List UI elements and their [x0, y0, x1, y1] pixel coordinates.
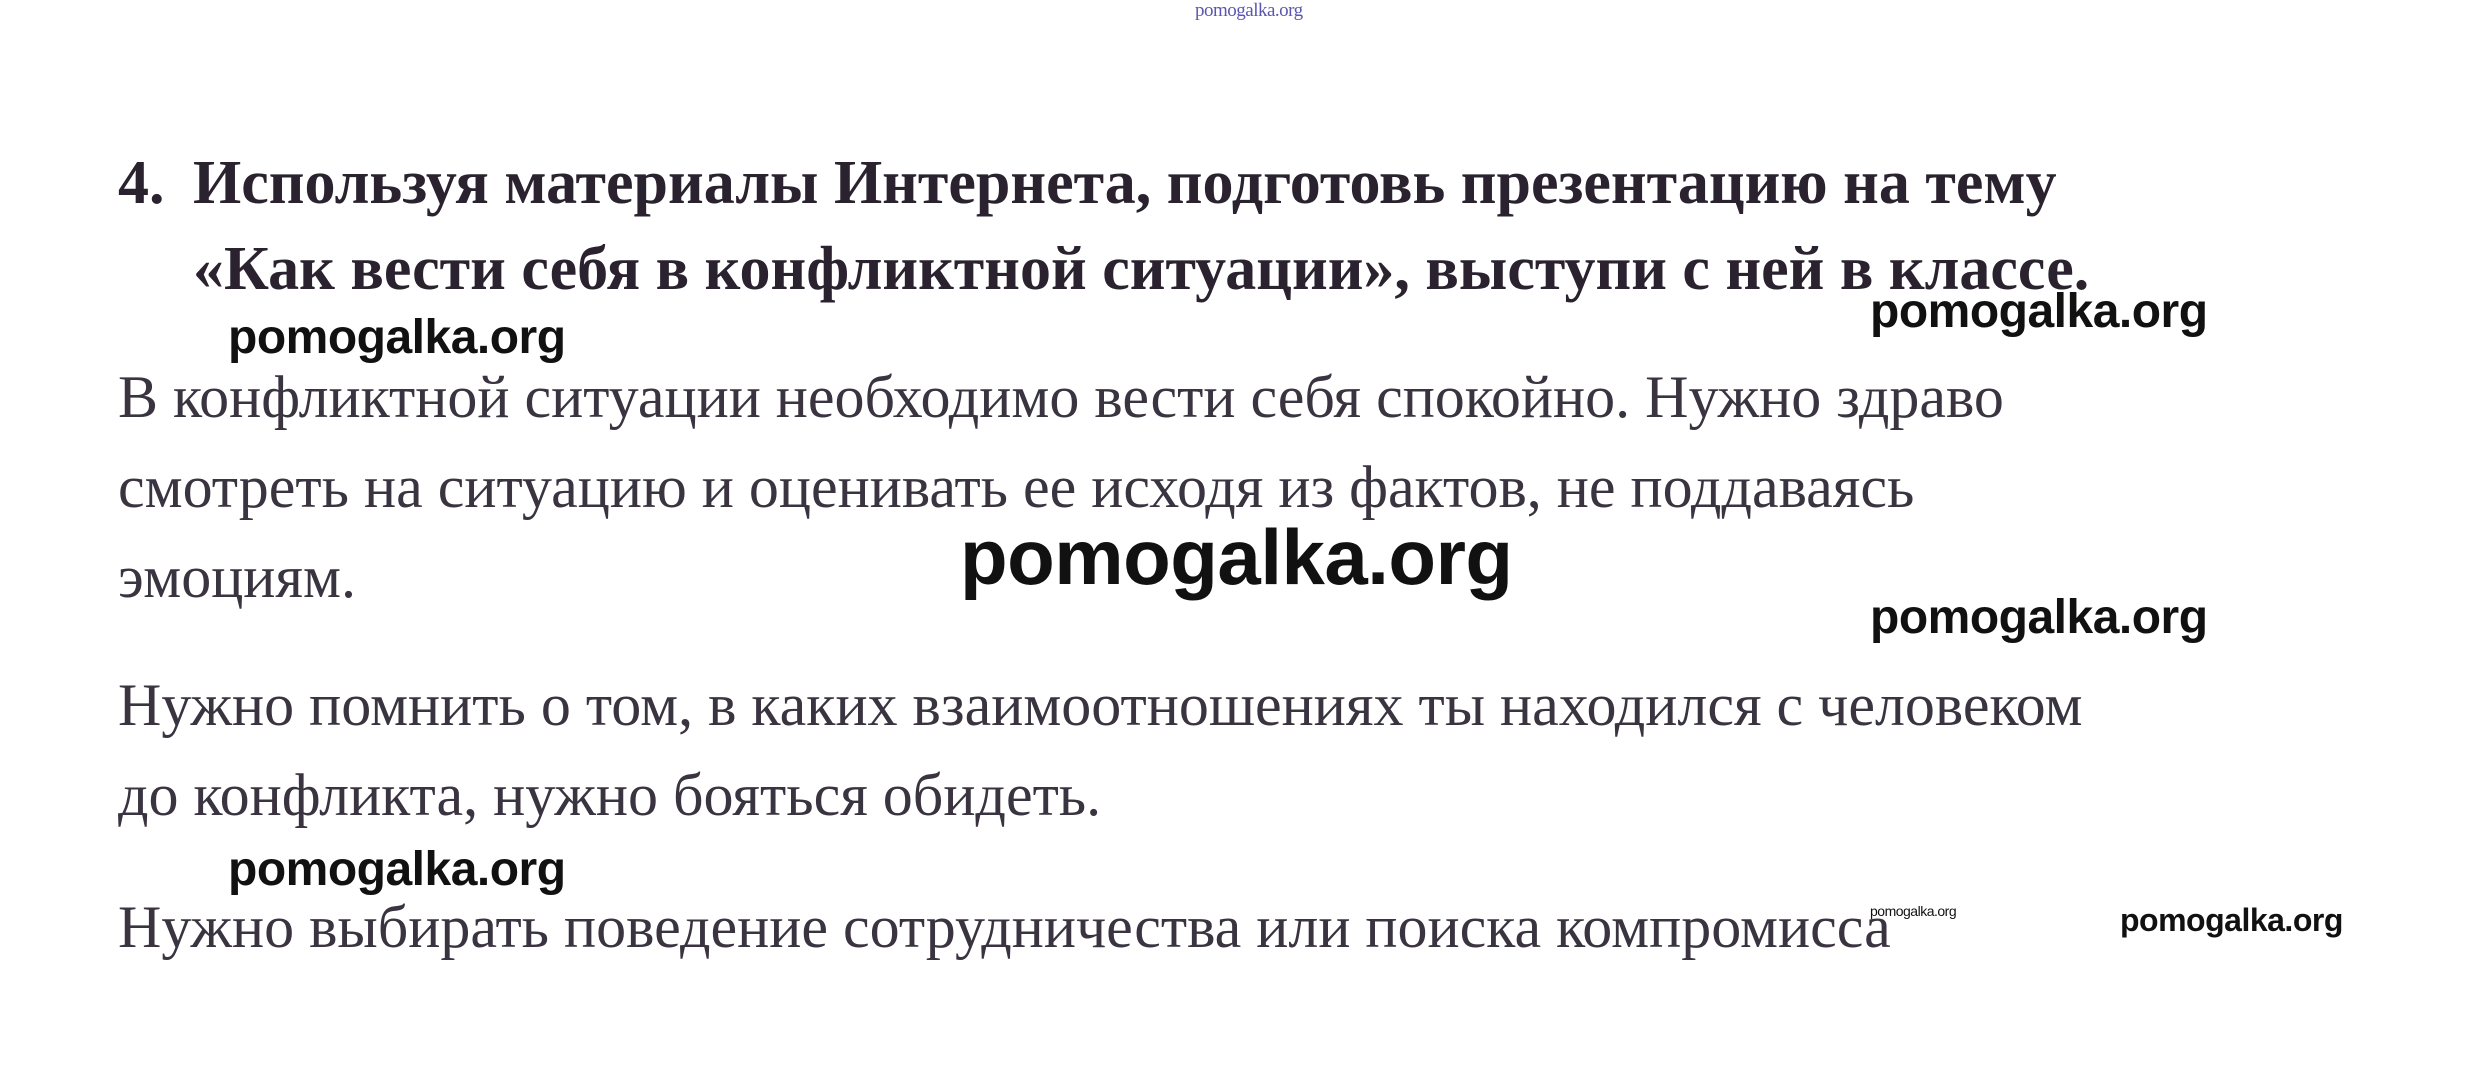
watermark-large: pomogalka.org: [960, 513, 1513, 601]
task-text-line-1: Используя материалы Интернета, подготовь презентацию на тему: [193, 149, 2057, 217]
watermark: pomogalka.org: [228, 843, 566, 896]
answer-paragraph-2: [118, 660, 2082, 840]
watermark: pomogalka.org: [1870, 591, 2208, 644]
paragraph-line: до конфликта, нужно бояться обидеть.: [118, 762, 1102, 828]
watermark: pomogalka.org: [228, 311, 566, 364]
watermark-tiny: pomogalka.org: [1870, 903, 1957, 919]
paragraph-line: смотреть на ситуацию и оценивать ее исходя из фактов, не поддаваясь: [118, 454, 1915, 520]
task-number: 4.: [118, 149, 165, 217]
task-text-line-2: «Как вести себя в конфликтной ситуации», выступи с ней в классе.: [193, 235, 2090, 303]
paragraph-line: В конфликтной ситуации необходимо вести себя спокойно. Нужно здраво: [118, 364, 2004, 430]
watermark-top: pomogalka.org: [1195, 0, 1303, 21]
paragraph-line: Нужно помнить о том, в каких взаимоотношениях ты находился с человеком: [118, 672, 2083, 738]
paragraph-line: Нужно выбирать поведение сотрудничества или поиска компромисса: [118, 894, 1891, 960]
watermark: pomogalka.org: [2120, 902, 2343, 938]
watermark: pomogalka.org: [1870, 285, 2208, 338]
paragraph-line: эмоциям.: [118, 544, 356, 610]
